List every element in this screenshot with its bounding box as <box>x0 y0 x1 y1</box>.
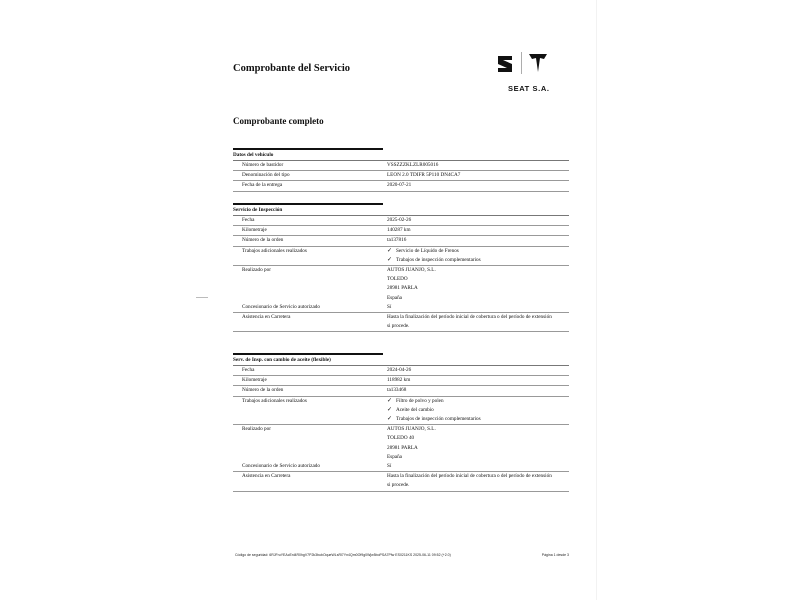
order-value: ta137816 <box>387 237 407 244</box>
work-item: ✓ Servicio de Líquido de Frenos <box>387 247 569 256</box>
table-row <box>233 472 569 491</box>
table-row <box>233 226 569 236</box>
table-row <box>233 425 569 462</box>
service-section-2 <box>233 353 569 492</box>
authorized-value: Sí <box>387 463 392 470</box>
row-label: Asistencia en Carretera <box>242 473 291 480</box>
row-label: Trabajos adicionales realizados <box>242 397 307 404</box>
row-label: Denominación del tipo <box>242 172 290 179</box>
table-row <box>233 171 569 181</box>
work-item: ✓ Filtro de polvo y polen <box>387 397 569 406</box>
table-row <box>233 313 569 332</box>
table-row <box>233 247 569 266</box>
date-value: 2024-04-26 <box>387 367 412 373</box>
vin-value: VSSZZZKLZLR005016 <box>387 162 439 168</box>
table-row <box>233 386 569 396</box>
row-label: Número de la orden <box>242 387 284 394</box>
work-item: ✓ Aceite del cambio <box>387 406 569 415</box>
delivery-date-value: 2020-07-21 <box>387 182 412 189</box>
date-value: 2025-02-26 <box>387 217 412 223</box>
margin-mark <box>196 297 208 298</box>
table-row <box>233 161 569 171</box>
row-label: Fecha de la entrega <box>242 182 283 189</box>
security-code: Código de seguridad: 6RJFruYEAcEnl4R0hgV7P2k3bubOqueWLsRl7Yn4Qm0Of9g0Wjw5boPSA7Pfw ES0211KS 2025-06-11 09:52 (+2.0) <box>235 553 451 557</box>
table-row <box>233 376 569 386</box>
table-row <box>233 266 569 303</box>
dealer-country: España <box>387 453 402 460</box>
assistance-value: Hasta la finalización del período inicial de cobertura o del período de extensión si procede. <box>387 473 552 489</box>
table-row <box>233 397 569 426</box>
dealer-city: 28981 PARLA <box>387 444 418 451</box>
dealer-name: AUTOS JUANJO, S.L. <box>387 267 436 274</box>
dealer-street: TOLEDO <box>387 276 408 283</box>
work-item: ✓ Trabajos de inspección complementarios <box>387 256 569 265</box>
check-icon: ✓ <box>387 397 393 404</box>
logo-divider <box>521 52 522 74</box>
type-value: LEON 2.0 TDIFR 5P110 DN4CA7 <box>387 172 461 179</box>
row-label: Asistencia en Carretera <box>242 314 291 321</box>
check-icon: ✓ <box>387 416 393 423</box>
section-title: Servicio de Inspección <box>233 205 569 216</box>
dealer-address <box>387 266 569 303</box>
table-row <box>233 181 569 191</box>
page-number: Página 1 desde 3 <box>541 553 569 557</box>
row-label: Número de bastidor <box>242 162 284 168</box>
cupra-logo-icon <box>529 54 547 72</box>
work-item: ✓ Trabajos de inspección complementarios <box>387 415 569 424</box>
assistance-value: Hasta la finalización del período inicial de cobertura o del período de extensión si procede. <box>387 314 552 330</box>
row-label: Fecha <box>242 217 255 223</box>
page-subtitle: Comprobante completo <box>233 116 324 126</box>
row-label: Concesionario de Servicio autorizado <box>242 303 320 310</box>
dealer-name: AUTOS JUANJO, S.L. <box>387 426 436 433</box>
section-title: Serv. de Insp. con cambio de aceite (flexible) <box>233 355 569 366</box>
authorized-value: Sí <box>387 303 392 310</box>
service-section-1 <box>233 203 569 332</box>
table-row <box>233 303 569 313</box>
row-label: Trabajos adicionales realizados <box>242 247 307 254</box>
row-label: Kilometraje <box>242 377 267 384</box>
page-title: Comprobante del Servicio <box>233 63 351 74</box>
check-icon: ✓ <box>387 256 393 263</box>
work-list <box>387 247 569 265</box>
mileage-value: 140287 km <box>387 227 411 234</box>
table-row <box>233 236 569 246</box>
row-label: Realizado por <box>242 426 271 433</box>
mileage-value: 118982 km <box>387 377 411 384</box>
table-row <box>233 462 569 472</box>
check-icon: ✓ <box>387 406 393 413</box>
row-label: Fecha <box>242 367 255 373</box>
vehicle-section <box>233 148 569 192</box>
brand-name: SEAT S.A. <box>508 84 550 93</box>
table-row <box>233 366 569 376</box>
dealer-city: 28981 PARLA <box>387 285 418 292</box>
seat-logo-icon <box>498 56 512 72</box>
dealer-country: España <box>387 294 402 301</box>
row-label: Kilometraje <box>242 227 267 234</box>
fold-line <box>596 0 597 600</box>
section-title: Datos del vehículo <box>233 150 569 161</box>
dealer-street: TOLEDO 40 <box>387 435 415 442</box>
row-label: Número de la orden <box>242 237 284 244</box>
table-row <box>233 216 569 226</box>
row-label: Concesionario de Servicio autorizado <box>242 463 320 470</box>
order-value: ta133468 <box>387 387 407 394</box>
check-icon: ✓ <box>387 247 393 254</box>
row-label: Realizado por <box>242 267 271 274</box>
dealer-address <box>387 425 569 462</box>
work-list <box>387 397 569 425</box>
page-footer <box>235 553 569 557</box>
